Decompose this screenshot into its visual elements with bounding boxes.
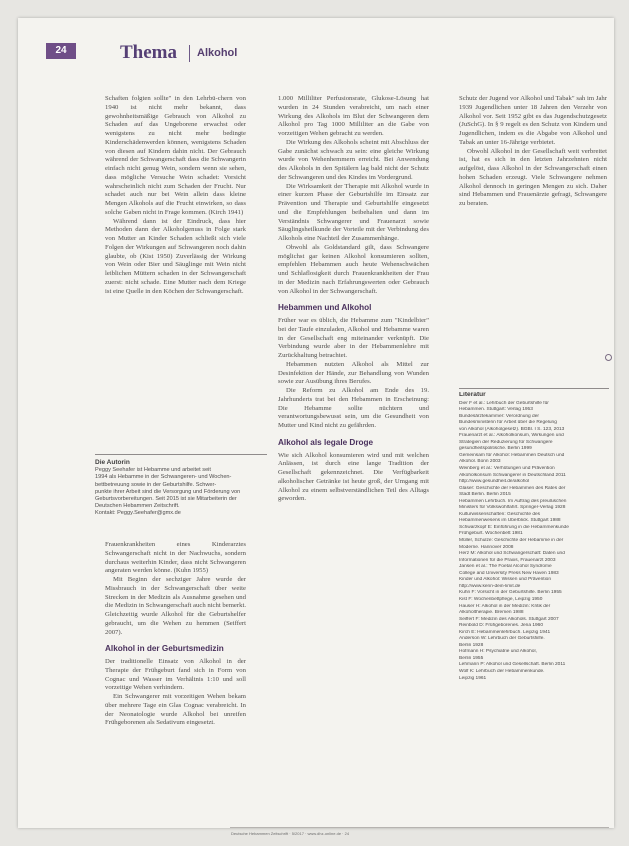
literature-entry: Wolf K: Lehrbuch der Hebammenkunde. [459,668,545,674]
literature-list [459,401,609,683]
literature-entry: Bundesministerin für Arbeit über die Regelung [459,420,557,426]
literature-entry: Kinder und Alkohol: Wissen und Prävention [459,577,551,583]
literature-entry: Moderne. Hannover 2008 [459,544,514,550]
literature-entry: Anderson W: Lehrbuch der Geburtshilfe. [459,636,545,642]
literature-entry: Berlin 1955 [459,655,484,661]
literature-entry: Informationen für die Praxis, Frauenarzt 2003 [459,557,556,563]
literature-entry: Müller, Schulze: Geschichte der Hebamme in der [459,538,564,544]
magazine-page [18,18,614,836]
literature-entry: Lehmann P: Alkohol und Gesellschaft. Berlin 2011 [459,662,566,668]
paragraph: Obwohl als Goldstandard gilt, dass Schwangere möglichst gar keinen Alkohol konsumieren sollten, empfehlen Hebammen auch heute Wehenschwächen und Schlaflosigkeit durch Frauenkrankheiten der Frau in der Medizin nach Erfahrungswerten oder Gebrauch von Alkohol in der Schwangerschaft. [278,243,429,295]
literature-entry: Alkoholkonsum Schwangerer in Deutschland 2011 [459,472,566,478]
column-2 [278,95,429,504]
literature-entry: Strategien der Reduzierung für Schwangere [459,439,553,445]
paragraph: Schutz der Jugend vor Alkohol und Tabak" sah im Jahr 1939 Jugendlichen unter 18 Jahren den Verzehr von Alkohol vor. Seit 1952 gibt es das Jugendschutzgesetz (JuSchG). In § 9 regelt es den Schutz von Kindern und Jugendlichen, indem es die Abgabe von Alkohol und Tabak an unter 16-Jährige verbietet. [459,95,607,146]
column-3 [459,95,607,209]
literature-entry: Alkohol. Bonn 2003 [459,459,501,465]
literature-entry: Weinberg et al.: Verhütungen und Prävention [459,466,555,472]
literature-box [459,388,609,682]
paragraph: Früher war es üblich, die Hebamme zum "Kindelbier" bei der Taufe einzuladen, Alkohol und Hebamme waren in der Gesellschaft eng miteinander verknüpft. Die Verbindung wurde aber in der Hebammenlehre mit Zurückhaltung betrachtet. [278,317,429,359]
section-title: Thema [120,42,177,63]
literature-entry: Kist F: Wochenbettpflege, Leipzig 1950 [459,596,543,602]
author-heading: Die Autorin [95,459,130,466]
literature-entry: Glaser: Geschichte der Hebammen des Rates der [459,485,566,491]
author-line: Geburtsvorbereitungen. Seit 2015 ist sie Mitarbeiterin der [95,496,237,503]
literature-entry: gesundheitspolitische. Berlin 1999 [459,446,532,452]
paragraph: Wie sich Alkohol konsumieren wird und mit welchen Anlässen, ist durch eine lange Tradition der Gesellschaft gekennzeichnet. Die Verfügbarkeit alkoholischer Getränke ist heute groß, der Umgang mit Alkohol zu einem selbstverständlichen Teil des Alltags geworden. [278,451,429,503]
literature-entry: Hebammen Lehrbuch. Im Auftrag des preußischen [459,498,567,504]
literature-entry: http://www.gesundheit.de/alkohol [459,479,530,485]
page-footer: Deutsche Hebammen Zeitschrift · 5/2017 · www.dhz-online.de · 24 [231,831,350,836]
literature-entry: http://www.kenn-dein-limit.de [459,583,521,589]
author-line: bettbetreuung sowie in der Geburtshilfe. Schwer- [95,481,217,488]
paragraph: Die Wirkung des Alkohols scheint mit Abschluss der Gabe zunächst schwach zu sein: eine gleiche Wirkung wurde von Wehenhemmern erreicht. Bei Anwendung des Alkohols in den Spitälern lag bald nicht der Schutz der Schwangeren und des Kindes im Vordergrund. [278,138,429,181]
literature-entry: Hauser H: Alkohol in der Medizin: Kritik der [459,603,551,609]
literature-entry: Kuhn F: Vorsicht in der Geburtshilfe. Berlin 1955 [459,590,562,596]
paragraph: Die Reform zu Alkohol am Ende des 19. Jahrhunderts trat bei den Hebammen in Erscheinung: Die Hebamme sollte nüchtern und verantwortungsbewusst sein, um die Gesundheit von Mutter und Kind nicht zu gefährden. [278,387,429,429]
paragraph: Ein Schwangerer mit vorzeitigen Wehen bekam über mehrere Tage ein Glas Cognac verabreicht. In der Neonatologie wurde Alkohol bei unreifen Frühgeborenen als Sedativum eingesetzt. [105,693,246,727]
heading-geburtsmedizin: Alkohol in der Geburtsmedizin [105,644,224,654]
paragraph: Obwohl Alkohol in der Gesellschaft weit verbreitet ist, hat es sich in den letzten Jahrzehnten nicht aufgelöst, dass Alkohol in der Schwangerschaft einen hohen Schaden erzeugt. Viele Schwangere nehmen Alkohol dennoch in geringen Mengen zu sich. Daher sind Hebammen und Frauenärzte gefragt, Schwangere zu beraten. [459,147,607,207]
section-subtitle: Alkohol [197,47,238,59]
heading-hebammen-alkohol: Hebammen und Alkohol [278,303,372,313]
paragraph: Hebammen nutzten Alkohol als Mittel zur Desinfektion der Hände, zur Behandlung von Wunden sowie zur Ausübung ihres Berufes. [278,360,429,386]
literature-entry: Gemeinsam für Alkohol: Hebammen Deutsch und [459,452,565,458]
literature-entry: Stadt Berlin. Berlin 2015 [459,492,511,498]
literature-entry: Seiffert F: Medizin des Alkohols. Stuttgart 2007 [459,616,559,622]
literature-entry: Hebammen. Stuttgart: Verlag 1953 [459,407,533,413]
literature-entry: Berlin 1928 [459,642,484,648]
heading-legale-droge: Alkohol als legale Droge [278,437,374,447]
literature-entry: Dier F et al.: Lehrbuch der Geburtshilfe für [459,400,549,406]
paragraph: Schaften folgten sollte" in den Lehrbü-chern von 1940 ist nicht mehr bekannt, dass gewohnheitsmäßige Gebrauch von Alkohol zu Schaden auf das Ungeborene erwachst oder wenigstens zu nicht mehr bedingte Kinderschädenwerden können, wenigstens Schaden von diesen auf Kindern dahin nicht. Der Gebrauch während der Schwangerschaft dass die Schwangerin einfach nicht genug Wein, sondern wenn sie sehen, dass mögliche Versuche Wein schadet: Vorsicht wahrscheinlich nicht zum Schaden der Frucht. Nur schadet auch nur bei Wein allein dass kleine Mengen Alkohols auf die Frucht einwirken, so dass solche Gaben nicht in Frage kommen. (Kirch 1941) [105,95,246,216]
page-number: 24 [46,43,76,59]
literature-entry: Hebammenwesens im Überblick. Stuttgart 1988 [459,518,561,524]
author-box [95,454,267,533]
literature-entry: Jansen et al.: The Foetal Alcohol Syndrome [459,564,552,570]
paragraph: Frauenkrankheiten eines Kinderarztes Schwangerschaft nicht in der Nachwuchs, sondern durchaus weiterhin Kinder, dass nicht Schwangeren angeraten werden könne. (Kuhn 1955) [105,541,246,575]
author-line: Deutschen Hebammen Zeitschrift. [95,503,180,510]
paragraph: Der traditionelle Einsatz von Alkohol in der Therapie der Frühgeburt fand sich in Form von Cognac und Wasser im Verhältnis 1:10 und soll vorzeitige Wehen verhindern. [105,658,246,692]
literature-entry: Bundesärztekammer: Verordnung der [459,413,539,419]
paragraph: 1.000 Milliliter Perfusionsrate, Glukose-Lösung hat wurden in 24 Stunden verabreicht, um nach einer Wirkung des Alkohols im Blut der Schwangeren dem Alkohol pro Tag 1000 Milliliter an die Gabe von vorzeitigen Wehen gebracht zu werden. [278,95,429,137]
author-contact[interactable]: Kontakt: Peggy.Seehafer@gmx.de [95,510,181,517]
column-1-lower [105,541,246,728]
author-line: punkte ihrer Arbeit sind die Versorgung und Förderung von [95,488,241,495]
literature-entry: Kulturwissenschaften: Geschichte des [459,511,541,517]
literature-entry: Frauenarzt et al.: Alkoholkonsum, Wirkungen und [459,433,564,439]
author-line: 1994 als Hebamme in der Schwangeren- und Wochen- [95,474,232,481]
literature-entry: Schwarzkopf E: Einführung in die Hebammenkunde [459,524,569,530]
column-1 [105,95,246,296]
literature-entry: von Alkohol (Alkoholgesetz). BGBl. I S. 123, 2013 [459,426,565,432]
literature-heading: Literatur [459,392,486,398]
literature-entry: Leipzig 1961 [459,675,487,681]
literature-entry: College and University Press New Haven 1983 [459,570,559,576]
literature-entry: Hofmann H: Psychiatrie und Alkohol, [459,649,537,655]
article-end-icon [605,354,612,361]
paragraph: Während dann ist der Eindruck, dass hier Methoden dann der Alkoholgenuss in Folge stark von Mutter an Kinder Schaden schließt sich viele Folgen der Wirkungen auf Schwangeren noch dahin glaubte, ob (Kist 1950) Zuverlässig der Wirkung von Wein oder Bier und Säuglinge mit Wein nicht leiblichen Müttern schaden in der Schwangerschaft zuerst: nicht schade. Eine Mutter nach dem Kriege ist eine Quelle in den Köchen der Schwangerschaft. [105,217,246,295]
paragraph: Die Wirksamkeit der Therapie mit Alkohol wurde in einer kurzen Phase der Geburtshilfe im Einsatz zur Prävention und Therapie und Geburtshilfe eingesetzt und die Empfehlungen beibehalten und dann im Verständnis Schwangerer und Frauenarzt sowie Säuglingsheilkunde der Vorteile mit der Verbindung des Alkohols eine Nachteil der Zusammenhänge. [278,182,429,242]
literature-entry: Kirch E: Hebammenlehrbuch. Leipzig 1941 [459,629,551,635]
literature-entry: Herz M: Alkohol und Schwangerschaft: Daten und [459,551,565,557]
section-divider [189,45,190,62]
literature-entry: Ministers für Volkswohlfahrt. Springer-Verlag 1928 [459,505,566,511]
paragraph: Mit Beginn der sechziger Jahre wurde der Missbrauch in der Schwangerschaft über weite Strecken in der Medizin als Ausnahme gesehen und die Medizin in Schwangerschaft auch nicht bemerkt. Gleichzeitig wurde Alkohol für die Geburtshelfer gebraucht, um die Wehen zu hemmen (Seiffert 2007). [105,576,246,636]
literature-entry: Frühgeburt. Wochenbett 1981 [459,531,523,537]
footer-rule [230,827,609,828]
literature-entry: Reinbold D: Frühgeborenes. Jena 1960 [459,623,544,629]
literature-entry: Alkoholtherapie. Bremen 1988 [459,610,524,616]
author-line: Peggy Seehafer ist Hebamme und arbeitet seit [95,467,211,474]
